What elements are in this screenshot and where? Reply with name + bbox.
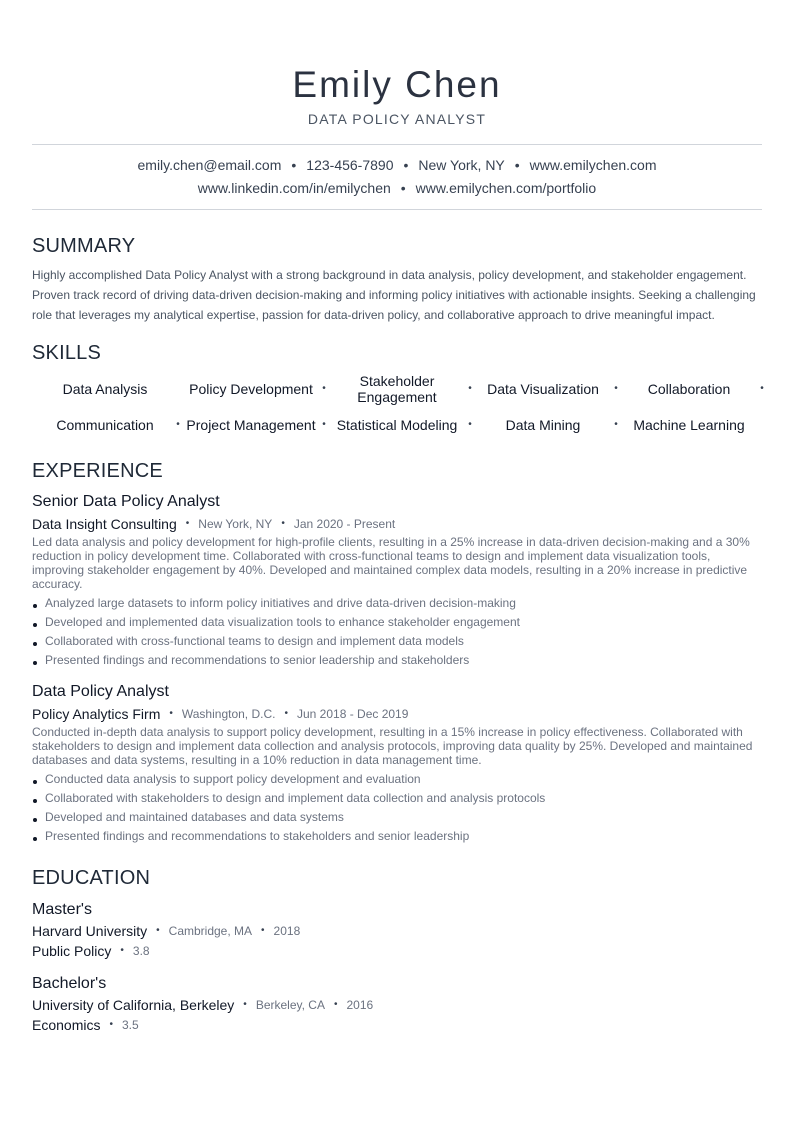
degree-name: Bachelor's — [32, 975, 107, 992]
meta-separator: • — [281, 518, 285, 529]
skill-label: Statistical Modeling — [336, 417, 458, 433]
degree-school-row — [32, 922, 762, 940]
job-meta — [32, 705, 762, 723]
skill-item — [178, 409, 324, 441]
skill-label: Machine Learning — [633, 417, 745, 433]
meta-separator: • — [156, 925, 160, 936]
job-description: Led data analysis and policy development for high-profile clients, resulting in a 25% increase in data-driven decision-making and a 30% reduction in policy development time. Collaborated with cross-functional teams to design and implement data visualization tools, improving stakeholder engagement by 40%. Developed and maintained complex data models, resulting in a 20% increase in predictive accuracy. — [32, 535, 750, 591]
meta-separator: • — [169, 708, 173, 719]
skill-item — [470, 373, 616, 405]
education-heading: EDUCATION — [32, 867, 151, 889]
job-bullet: Collaborated with stakeholders to design and implement data collection and analysis protocols — [32, 789, 762, 808]
degree-field-row — [32, 942, 762, 960]
job-bullet: Presented findings and recommendations to senior leadership and stakeholders — [32, 651, 762, 670]
skill-separator: • — [468, 383, 472, 394]
contact-location: New York, NY — [418, 157, 505, 173]
degree-school-row — [32, 996, 762, 1014]
job-title: Data Policy Analyst — [32, 683, 169, 700]
skill-label: Data Mining — [505, 417, 581, 433]
job-location: New York, NY — [198, 517, 273, 531]
skill-separator: • — [176, 419, 180, 430]
contact-linkedin[interactable]: www.linkedin.com/in/emilychen — [197, 180, 391, 196]
skill-item — [324, 409, 470, 441]
meta-separator: • — [243, 999, 247, 1010]
skill-item — [324, 373, 470, 405]
degree-field: Public Policy — [32, 943, 112, 959]
degree-entry — [32, 974, 762, 1034]
job-company: Policy Analytics Firm — [32, 706, 161, 722]
skill-separator: • — [614, 383, 618, 394]
degree-location: Cambridge, MA — [168, 924, 253, 938]
degree-field-row — [32, 1016, 762, 1034]
contact-website[interactable]: www.emilychen.com — [529, 157, 657, 173]
job-location: Washington, D.C. — [181, 707, 276, 721]
skills-section — [32, 341, 762, 441]
experience-section — [32, 459, 762, 846]
job-bullet: Collaborated with cross-functional teams to design and implement data models — [32, 632, 762, 651]
skill-separator: • — [322, 383, 326, 394]
degree-name: Master's — [32, 901, 92, 918]
meta-separator: • — [333, 999, 338, 1010]
skill-label: Data Analysis — [62, 381, 148, 397]
meta-separator: • — [261, 925, 265, 936]
skill-separator: • — [468, 419, 472, 430]
skill-item — [616, 409, 762, 441]
contact-divider — [32, 209, 762, 210]
skill-label: Policy Development — [189, 381, 313, 397]
contact-separator: • — [403, 157, 409, 173]
degree-gpa: 3.8 — [132, 944, 150, 958]
education-section — [32, 866, 762, 1034]
skill-item — [178, 373, 324, 405]
job-bullet: Developed and maintained databases and data systems — [32, 808, 762, 827]
job-bullet: Analyzed large datasets to inform policy initiatives and drive data-driven decision-making — [32, 594, 762, 613]
skill-label: Data Visualization — [487, 381, 599, 397]
skill-label: Stakeholder Engagement — [357, 373, 437, 405]
degree-year: 2018 — [273, 924, 301, 938]
job-bullet: Presented findings and recommendations to stakeholders and senior leadership — [32, 827, 762, 846]
summary-heading: SUMMARY — [32, 235, 136, 257]
degree-school: Harvard University — [32, 923, 148, 939]
meta-separator: • — [284, 708, 288, 719]
job-dates: Jan 2020 - Present — [293, 517, 396, 531]
contact-separator: • — [291, 157, 297, 173]
candidate-name: Emily Chen — [292, 64, 502, 105]
skill-separator: • — [614, 419, 618, 430]
summary-section — [32, 234, 762, 325]
job-bullet: Developed and implemented data visualization tools to enhance stakeholder engagement — [32, 613, 762, 632]
skill-separator: • — [760, 383, 764, 394]
skill-item — [470, 409, 616, 441]
skills-heading: SKILLS — [32, 342, 102, 364]
resume-header — [32, 0, 762, 128]
summary-text: Highly accomplished Data Policy Analyst with a strong background in data analysis, policy development, and stakeholder engagement. Proven track record of driving data-driven decision-making and informing policy initiatives with actionable insights. Seeking a challenging role that leverages my analytical expertise, passion for data-driven policy, and collaborative approach to drive meaningful impact. — [32, 268, 756, 322]
skill-label: Collaboration — [647, 381, 731, 397]
contact-portfolio[interactable]: www.emilychen.com/portfolio — [415, 180, 597, 196]
job-meta — [32, 515, 762, 533]
skill-label: Project Management — [186, 417, 316, 433]
candidate-title: DATA POLICY ANALYST — [307, 111, 487, 127]
job-entry — [32, 492, 762, 670]
job-company: Data Insight Consulting — [32, 516, 177, 532]
job-entry — [32, 682, 762, 846]
skill-item — [32, 373, 178, 405]
contact-phone[interactable]: 123-456-7890 — [306, 157, 394, 173]
meta-separator: • — [109, 1019, 113, 1030]
skills-grid — [32, 373, 762, 441]
contact-separator: • — [514, 157, 520, 173]
job-title: Senior Data Policy Analyst — [32, 493, 220, 510]
job-description: Conducted in-depth data analysis to support policy development, resulting in a 15% increase in policy effectiveness. Collaborated with stakeholders to design and implement data collection and analysis protocols, improving data quality by 25%. Developed and maintained databases and data systems, resulting in a 10% reduction in data management time. — [32, 725, 753, 767]
degree-field: Economics — [32, 1017, 101, 1033]
contact-separator: • — [400, 180, 406, 196]
meta-separator: • — [120, 945, 124, 956]
degree-year: 2016 — [346, 998, 374, 1012]
skill-label: Communication — [56, 417, 154, 433]
contact-email[interactable]: emily.chen@email.com — [137, 157, 282, 173]
degree-school: University of California, Berkeley — [32, 997, 235, 1013]
degree-entry — [32, 900, 762, 960]
skill-separator: • — [322, 419, 326, 430]
skill-item — [32, 409, 178, 441]
job-bullets — [32, 594, 762, 670]
contact-info — [32, 145, 762, 209]
degree-gpa: 3.5 — [121, 1018, 139, 1032]
job-bullet: Conducted data analysis to support policy development and evaluation — [32, 770, 762, 789]
job-bullets — [32, 770, 762, 846]
meta-separator: • — [185, 518, 190, 529]
job-dates: Jun 2018 - Dec 2019 — [296, 707, 409, 721]
experience-heading: EXPERIENCE — [32, 460, 163, 482]
skill-item — [616, 373, 762, 405]
degree-location: Berkeley, CA — [255, 998, 325, 1012]
